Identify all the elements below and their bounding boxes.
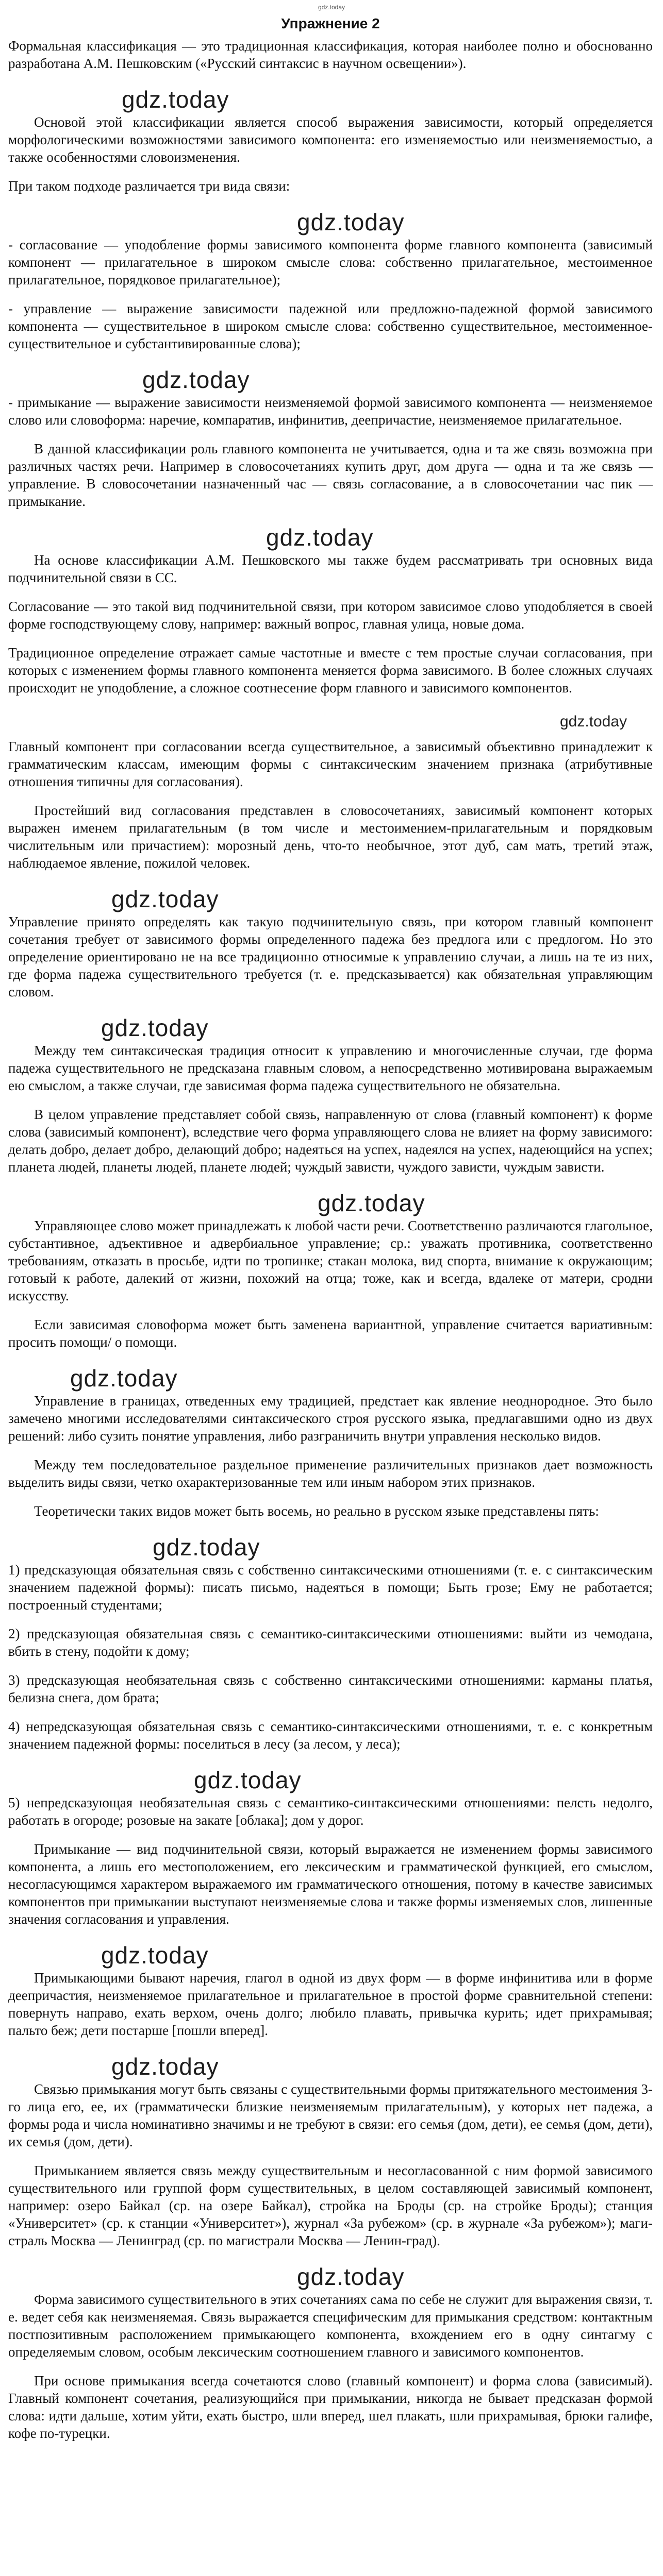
paragraph: Основой этой классификации является способ выражения зависимости, который определяется морфологическими возможностями зависимого компонента: его изменяемостью или неизменяемостью, а также особенностями словоизменения. xyxy=(8,114,653,165)
exercise-page xyxy=(8,15,653,2453)
watermark-row xyxy=(8,1764,653,1794)
watermark-logo: gdz.today xyxy=(297,2263,405,2290)
paragraph: При основе примыкания всегда сочетаются слово (главный компонент) и форма слова (зависимый). Главный компонент сочетания, реализующийся при примыкании, никогда не бывает предсказан формой слова: идти дальше, хотим уйти, ехать быстро, шли вперед, шел плакать, шли прихрамывая, брюки галифе, кофе по-турецки. xyxy=(8,2373,653,2441)
paragraph: Теоретически таких видов может быть восемь, но реально в русском языке представлены пять: xyxy=(34,1503,599,1519)
paragraph: Связью примыкания могут быть связаны с существительными формы притяжательного местоимения 3-го лица его, ее, их (грамматически близкие неизменяемым прилагательным), у которых нет падежа, а формы рода и числа номинативно значимы и не требуют в связи: его семья (дом, дети), ее семья (дом, дети), их семья (дом, дети). xyxy=(8,2081,653,2149)
paragraph: Простейший вид согласования представлен в словосочетаниях, зависимый компонент которых выражен именем прилагательным (в том числе и местоимением-прилагательным и порядковым числительным или причастием): морозный день, что-то необычное, этот дуб, сам мать, третий этаж, наблюдаемое явление, пожилой человек. xyxy=(8,803,653,871)
paragraph: 2) предсказующая обязательная связь с семантико-синтаксическими отношениями: выйти из чемодана, вбить в стену, подойти к дому; xyxy=(8,1626,653,1659)
paragraph: Согласование — это такой вид подчинительной связи, при котором зависимое слово уподобляется в своей форме господствующему слову, например: важный вопрос, главная улица, новые дома. xyxy=(8,599,653,632)
paragraph: При таком подходе различается три вида связи: xyxy=(8,178,290,194)
paragraph: Если зависимая словоформа может быть заменена вариантной, управление считается вариативным: просить помощи/ о помощи. xyxy=(8,1317,653,1350)
paragraph: Формальная классификация — это традиционная классификация, которая наиболее полно и обоснованно разработана А.М. Пешковским («Русский синтаксис в научном освещении»). xyxy=(8,38,653,71)
watermark-logo: gdz.today xyxy=(101,1942,209,1969)
watermark-row xyxy=(8,1939,653,1969)
watermark-row xyxy=(8,708,653,738)
paragraph: Между тем последовательное раздельное применение различительных признаков дает возможность выделить виды связи, четко охарактеризованные тем или иным набором этих признаков. xyxy=(8,1457,653,1490)
paragraph: - управление — выражение зависимости падежной или предложно-падежной формой зависимого компонента — существительное в широком смысле слова: собственно существительное, местоименное-существительное и субстантивированные слова); xyxy=(8,301,653,351)
paragraph: 1) предсказующая обязательная связь с собственно синтаксическими отношениями (т. е. с синтаксическим значением падежной формы): писать письмо, надеяться в помощи; Быть грозе; Ему не работается; построенный студентами; xyxy=(8,1562,653,1613)
watermark-row xyxy=(8,1362,653,1392)
paragraph: 3) предсказующая необязательная связь с собственно синтаксическими отношениями: карманы платья, белизна снега, дом брата; xyxy=(8,1672,653,1705)
paragraph: 4) непредсказующая обязательная связь с семантико-синтаксическими отношениями, т. е. с конкретным значением падежной формы: поселиться в лесу (за лесом, у леса); xyxy=(8,1719,653,1752)
watermark-row xyxy=(8,1012,653,1042)
site-header xyxy=(0,0,663,14)
watermark-logo: gdz.today xyxy=(70,1365,178,1392)
exercise-title: Упражнение 2 xyxy=(281,15,380,31)
watermark-logo: gdz.today xyxy=(194,1767,302,1793)
watermark-row xyxy=(8,206,653,236)
watermark-logo: gdz.today xyxy=(142,366,250,393)
watermark-logo: gdz.today xyxy=(111,886,219,912)
paragraph: - согласование — уподобление формы зависимого компонента форме главного компонента (зависимый компонент — прилагательное в широком смысле слова: собственно прилагательное, местоименное прилагательное, порядковое прилагательное); xyxy=(8,237,653,287)
paragraph: Управление принято определять как такую подчинительную связь, при котором главный компонент сочетания требует от зависимого формы определенного падежа без предлога или с предлогом. Но это определение ориентировано не на все традиционно относимые к управлению случаи, а лишь на те из них, где форма падежа существительного требуется (т. е. предсказывается) как обязательная управляющим словом. xyxy=(8,914,653,999)
paragraph: Главный компонент при согласовании всегда существительное, а зависимый объективно принадлежит к грамматическим классам, имеющим формы с синтаксическим значением признака (атрибутивные отношения типичны для согласования). xyxy=(8,739,653,789)
watermark-logo: gdz.today xyxy=(318,1190,425,1216)
watermark-row xyxy=(8,883,653,913)
watermark-row xyxy=(8,2261,653,2291)
paragraph: Форма зависимого существительного в этих сочетаниях сама по себе не служит для выражения связи, т. е. ведет себя как неизменяемая. Связь выражается специфическим для примыкания средством: контактным постпозитивным расположением примыкающего компонента, вхождением его в одну синтагму с определяемым словом, особым лексическим соотношением главного и зависимого компонентов. xyxy=(8,2292,653,2360)
watermark-logo: gdz.today xyxy=(297,209,405,235)
watermark-logo: gdz.today xyxy=(111,2053,219,2080)
paragraph: Примыканием является связь между существительным и несогласованной с ним формой зависимого существительного или группой форм существительных, в целом составляющей зависимый компонент, например: озеро Байкал (ср. на озере Байкал), стройка на Броды (ср. на стройке Броды); станция «Университет» (ср. к станции «Университет»), журнал «За рубежом» (ср. в журнале «За рубежом»); маги-страль Москва — Ленинград (ср. по магистрали Москва — Ленин-град). xyxy=(8,2163,653,2248)
paragraph: В целом управление представляет собой связь, направленную от слова (главный компонент) к форме слова (зависимый компонент), вследствие чего форма управляющего слова не влияет на форму зависимого: делать добро, делает добро, делающий добро; надеяться на успех, надеялся на успех, надеющийся на успех; планета людей, планеты людей, планете людей; чуждый зависти, чуждого зависти, чуждым зависти. xyxy=(8,1107,653,1175)
paragraph: Между тем синтаксическая традиция относит к управлению и многочисленные случаи, где форма падежа существительного не предсказана главным словом, а непосредственно мотивирована выражаемым ею смыслом, а также случаи, где зависимая форма падежа существительного не обязательна. xyxy=(8,1043,653,1093)
watermark-row xyxy=(8,364,653,394)
watermark-logo: gdz.today xyxy=(101,1014,209,1041)
watermark-row xyxy=(8,2050,653,2080)
watermark-row xyxy=(8,83,653,113)
site-name: gdz.today xyxy=(318,4,345,11)
paragraph: Традиционное определение отражает самые частотные и вместе с тем простые случаи согласования, при которых с изменением формы главного компонента меняется форма зависимого. В более сложных случаях происходит не уподобление, а сложное соотнесение форм главного и зависимого компонентов. xyxy=(8,645,653,696)
watermark-logo: gdz.today xyxy=(122,86,229,113)
watermark-row xyxy=(8,521,653,551)
watermark-row xyxy=(8,1531,653,1561)
watermark-logo: gdz.today xyxy=(560,713,627,730)
paragraph: Примыкание — вид подчинительной связи, который выражается не изменением формы зависимого компонента, а лишь его местоположением, его лексическим и грамматической функцией, его смыслом, несогласующимся характером выражаемого им грамматического отношения, потому в качестве зависимых компонентов при примыкании выступают неизменяемые слова и также формы изменяемых слов, лишенные значения согласования и управления. xyxy=(8,1841,653,1927)
watermark-row xyxy=(8,1187,653,1217)
paragraph: Примыкающими бывают наречия, глагол в одной из двух форм — в форме инфинитива или в форме деепричастия, неизменяемое прилагательное и прилагательное в простой форме сравнительной степени: повернуть направо, ехать верхом, очень долго; любило плавать, привычка курить; идет прихрамывая; пальто беж; дети постарше [пошли вперед]. xyxy=(8,1970,653,2038)
watermark-logo: gdz.today xyxy=(266,524,374,551)
paragraph: Управляющее слово может принадлежать к любой части речи. Соответственно различаются глагольное, субстантивное, адъективное и адвербиальное управление; ср.: уважать противника, соответственно требованиям, отказать в просьбе, идти по тропинке; стакан молока, вид спорта, внимание к окружающим; готовый к работе, далекий от жизни, похожий на отца; тоже, как и всегда, вдалеке от матери, сродни искусству. xyxy=(8,1218,653,1303)
paragraph: - примыкание — выражение зависимости неизменяемой формой зависимого компонента — неизменяемое слово или словоформа: наречие, компаратив, инфинитив, деепричастие, неизменяемое прилагательное. xyxy=(8,395,653,428)
paragraph: 5) непредсказующая необязательная связь с семантико-синтаксическими отношениями: пелсть недолго, работать в огороде; розовые на закате [облака]; дом у дорог. xyxy=(8,1795,653,1828)
paragraph: В данной классификации роль главного компонента не учитывается, одна и та же связь возможна при различных частях речи. Например в словосочетаниях купить друг, дом друга — одна и та же связь — управление. В словосочетании назначенный час — связь согласование, а в словосочетании час пик — примыкание. xyxy=(8,441,653,509)
paragraph: Управление в границах, отведенных ему традицией, предстает как явление неоднородное. Это было замечено многими исследователями синтаксического строя русского языка, предлагавшими одно из двух решений: либо сузить понятие управления, либо разграничить внутри управления несколько видов. xyxy=(8,1393,653,1444)
watermark-logo: gdz.today xyxy=(153,1534,260,1561)
paragraph: На основе классификации А.М. Пешковского мы также будем рассматривать три основных вида подчинительной связи в СС. xyxy=(8,552,653,585)
